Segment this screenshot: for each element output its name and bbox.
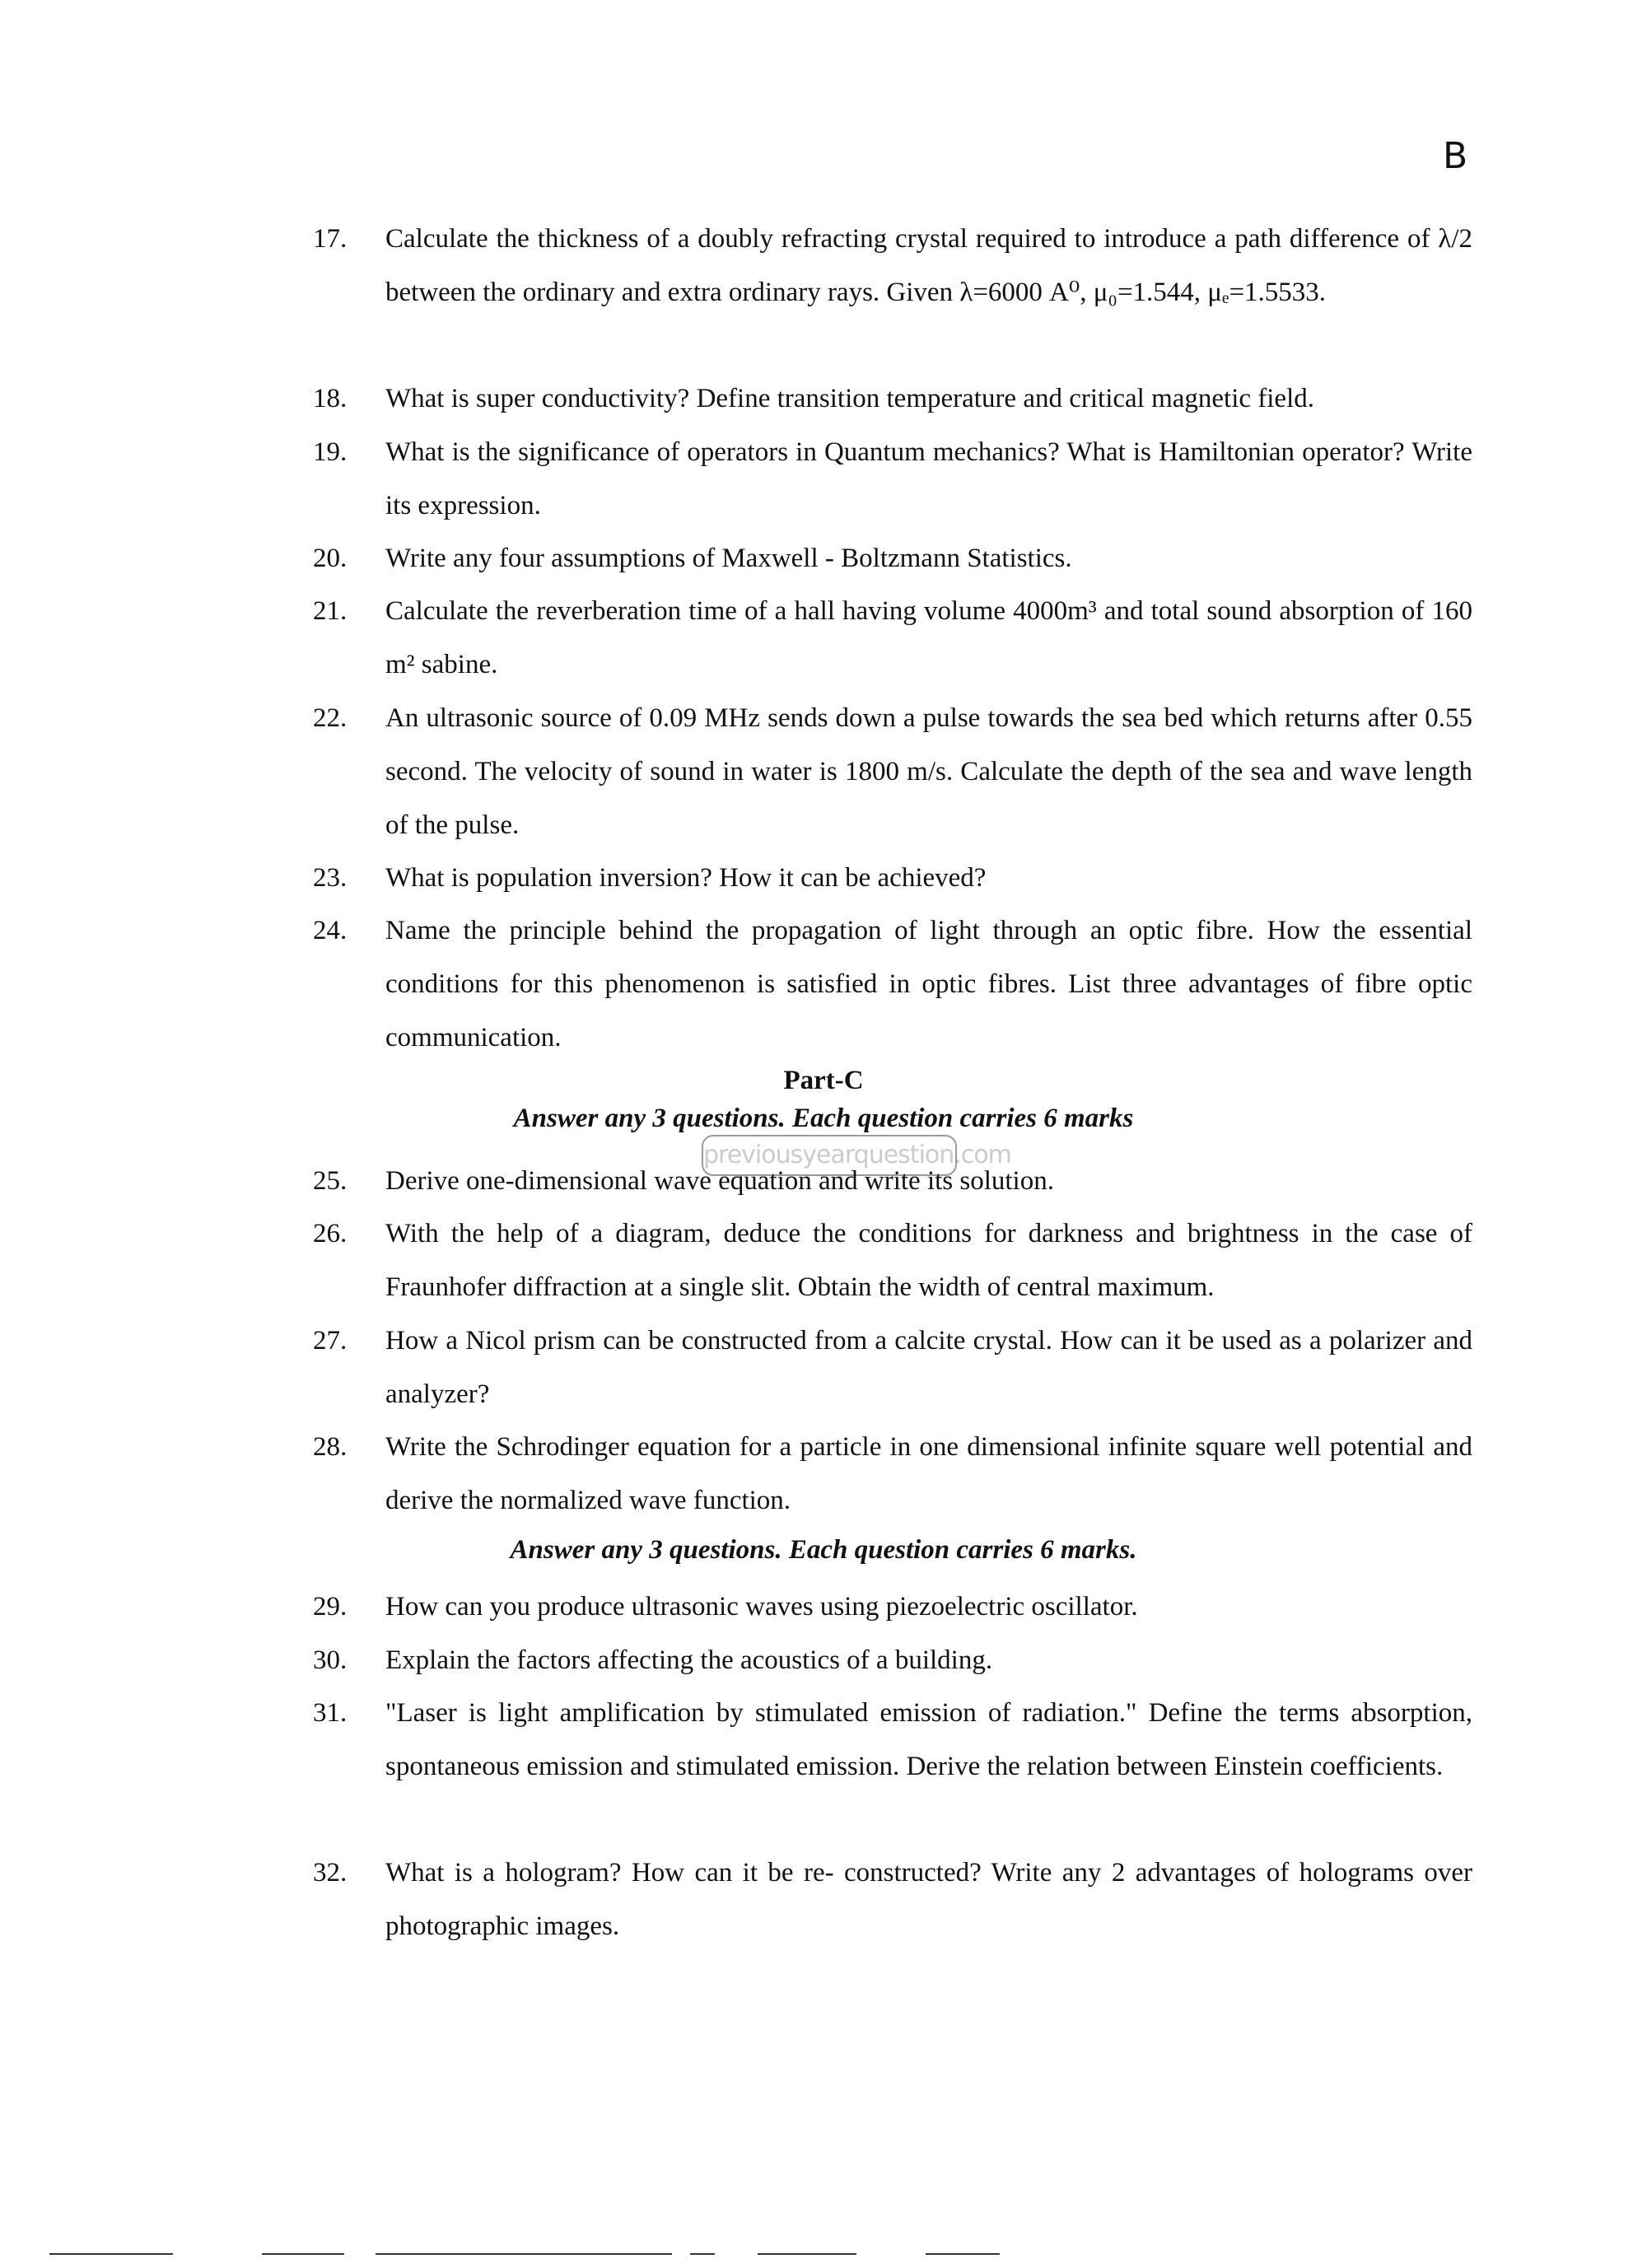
part-c-instruction-1: Answer any 3 questions. Each question carries 6 marks	[513, 1104, 1134, 1133]
bottom-rule-segment	[758, 2253, 856, 2255]
question-text: What is a hologram? How can it be re- constructed? Write any 2 advantages of holograms over photographic images.	[385, 1858, 1472, 1941]
question-text: Calculate the thickness of a doubly refracting crystal required to introduce a path difference of λ/2 between the ordinary and extra ordinary rays. Given λ=6000 A⁰, μ₀=1.544, μₑ=1.5533.	[385, 224, 1472, 307]
question-text: With the help of a diagram, deduce the conditions for darkness and brightness in the case of Fraunhofer diffraction at a single slit. Obtain the width of central maximum.	[385, 1219, 1472, 1302]
bottom-rule-segment	[49, 2253, 173, 2255]
question-number: 20.	[313, 544, 348, 573]
question-number: 26.	[313, 1219, 348, 1248]
question-text: What is super conductivity? Define transition temperature and critical magnetic field.	[385, 384, 1314, 413]
question-number: 18.	[313, 384, 348, 413]
question-number: 23.	[313, 863, 348, 893]
watermark-stamp: previousyearquestion.com	[702, 1135, 957, 1176]
part-c-instruction-2: Answer any 3 questions. Each question carries 6 marks.	[510, 1535, 1137, 1565]
question-text: "Laser is light amplification by stimulated emission of radiation." Define the terms absorption, spontaneous emission and stimulated emission. Derive the relation between Einstein coefficients.	[385, 1698, 1472, 1781]
question-text: Write the Schrodinger equation for a particle in one dimensional infinite square well potential and derive the normalized wave function.	[385, 1432, 1472, 1515]
question-text: Explain the factors affecting the acoustics of a building.	[385, 1645, 993, 1675]
question-number: 28.	[313, 1432, 348, 1462]
question-number: 30.	[313, 1645, 348, 1675]
question-text: What is the significance of operators in Quantum mechanics? What is Hamiltonian operator? Write its expression.	[385, 437, 1472, 520]
bottom-rule-segment	[690, 2253, 715, 2255]
question-number: 29.	[313, 1592, 348, 1622]
bottom-rule-segment	[376, 2253, 672, 2255]
question-number: 24.	[313, 916, 348, 945]
question-number: 17.	[313, 224, 348, 254]
question-number: 22.	[313, 703, 348, 733]
question-number: 32.	[313, 1858, 348, 1888]
question-number: 31.	[313, 1698, 348, 1728]
set-code-label: B	[1443, 135, 1468, 177]
bottom-rule-segment	[262, 2253, 344, 2255]
question-text: An ultrasonic source of 0.09 MHz sends down a pulse towards the sea bed which returns after 0.55 second. The velocity of sound in water is 1800 m/s. Calculate the depth of the sea and wave length of the pulse.	[385, 703, 1472, 840]
question-text: Write any four assumptions of Maxwell - Boltzmann Statistics.	[385, 544, 1072, 573]
question-text: Derive one-dimensional wave equation and write its solution.	[385, 1166, 1054, 1196]
question-text: How can you produce ultrasonic waves using piezoelectric oscillator.	[385, 1592, 1138, 1622]
part-c-heading: Part-C	[783, 1066, 864, 1095]
question-text: How a Nicol prism can be constructed from a calcite crystal. How can it be used as a polarizer and analyzer?	[385, 1326, 1472, 1409]
bottom-rule-segment	[926, 2253, 1000, 2255]
question-number: 27.	[313, 1326, 348, 1356]
question-number: 19.	[313, 437, 348, 467]
question-text: Calculate the reverberation time of a hall having volume 4000m³ and total sound absorption of 160 m² sabine.	[385, 596, 1472, 679]
question-text: Name the principle behind the propagation of light through an optic fibre. How the essential conditions for this phenomenon is satisfied in optic fibres. List three advantages of fibre optic communication.	[385, 916, 1472, 1052]
question-number: 21.	[313, 596, 348, 626]
question-number: 25.	[313, 1166, 348, 1196]
question-text: What is population inversion? How it can be achieved?	[385, 863, 987, 893]
